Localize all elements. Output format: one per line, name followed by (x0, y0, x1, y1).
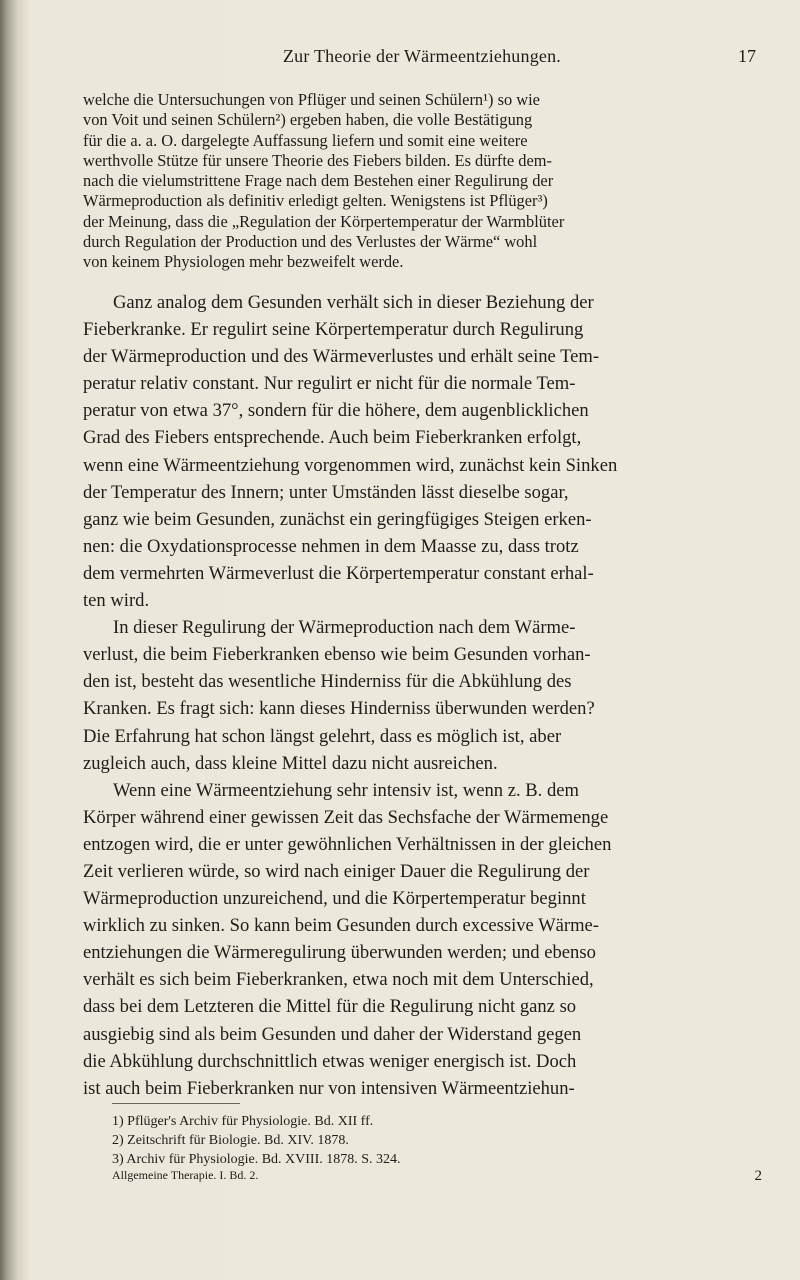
text-line: ausgiebig sind als beim Gesunden und daher der Widerstand gegen (83, 1023, 582, 1045)
text-line: Wenn eine Wärmeentziehung sehr intensiv ist, wenn z. B. dem (113, 779, 579, 801)
footnote-divider (112, 1103, 240, 1104)
footnote: 3) Archiv für Physiologie. Bd. XVIII. 1878. S. 324. (112, 1152, 401, 1167)
page-number: 17 (738, 46, 756, 66)
text-line: die Abkühlung durchschnittlich etwas weniger energisch ist. Doch (83, 1050, 577, 1072)
text-line: Wärmeproduction unzureichend, und die Körpertemperatur beginnt (83, 888, 586, 910)
text-line: ganz wie beim Gesunden, zunächst ein geringfügiges Steigen erken- (83, 508, 592, 530)
text-line: verhält es sich beim Fieberkranken, etwa noch mit dem Unterschied, (83, 969, 594, 991)
running-head (82, 46, 762, 72)
signature-row (112, 1168, 762, 1188)
text-line: Wärmeproduction als definitiv erledigt gelten. Wenigstens ist Pflüger³) (83, 191, 548, 211)
text-line: verlust, die beim Fieberkranken ebenso wie beim Gesunden vorhan- (83, 644, 591, 666)
text-line: werthvolle Stütze für unsere Theorie des Fiebers bilden. Es dürfte dem- (83, 150, 552, 170)
text-line: peratur von etwa 37°, sondern für die höhere, dem augenblicklichen (83, 400, 589, 422)
text-line: der Temperatur des Innern; unter Umständen lässt dieselbe sogar, (83, 481, 569, 503)
small-paragraph (83, 90, 763, 273)
text-line: entzogen wird, die er unter gewöhnlichen Verhältnissen in der gleichen (83, 833, 612, 855)
footnotes (112, 1112, 762, 1169)
text-line: für die a. a. O. dargelegte Auffassung liefern und somit eine weitere (83, 130, 528, 150)
text-line: der Wärmeproduction und des Wärmeverlustes und erhält seine Tem- (83, 346, 600, 368)
text-line: nen: die Oxydationsprocesse nehmen in dem Maasse zu, dass trotz (83, 535, 579, 557)
text-line: Fieberkranke. Er regulirt seine Körpertemperatur durch Regulirung (83, 319, 584, 341)
text-line: In dieser Regulirung der Wärmeproduction nach dem Wärme- (113, 617, 576, 639)
footnote: 1) Pflüger's Archiv für Physiologie. Bd. XII ff. (112, 1114, 374, 1129)
text-line: dass bei dem Letzteren die Mittel für die Regulirung nicht ganz so (83, 996, 577, 1018)
main-text (83, 289, 763, 1102)
text-line: Kranken. Es fragt sich: kann dieses Hinderniss überwunden werden? (83, 698, 595, 720)
text-line: den ist, besteht das wesentliche Hinderniss für die Abkühlung des (83, 671, 572, 693)
text-line: zugleich auch, dass kleine Mittel dazu nicht ausreichen. (83, 752, 498, 774)
footnote: 2) Zeitschrift für Biologie. Bd. XIV. 1878. (112, 1133, 349, 1148)
text-line: Körper während einer gewissen Zeit das Sechsfache der Wärmemenge (83, 806, 609, 828)
text-line: dem vermehrten Wärmeverlust die Körpertemperatur constant erhal- (83, 562, 594, 584)
text-line: entziehungen die Wärmeregulirung überwunden werden; und ebenso (83, 942, 596, 964)
text-line: von keinem Physiologen mehr bezweifelt werde. (83, 252, 404, 272)
text-line: peratur relativ constant. Nur regulirt er nicht für die normale Tem- (83, 373, 576, 395)
text-line: der Meinung, dass die „Regulation der Körpertemperatur der Warmblüter (83, 211, 565, 231)
text-line: wenn eine Wärmeentziehung vorgenommen wird, zunächst kein Sinken (83, 454, 618, 476)
text-line: ten wird. (83, 590, 150, 612)
text-line: von Voit und seinen Schülern²) ergeben haben, die volle Bestätigung (83, 110, 533, 130)
text-line: durch Regulation der Production und des Verlustes der Wärme“ wohl (83, 232, 538, 252)
printer-signature: Allgemeine Therapie. I. Bd. 2. (112, 1168, 259, 1182)
text-line: Zeit verlieren würde, so wird nach einiger Dauer die Regulirung der (83, 860, 590, 882)
text-line: nach die vielumstrittene Frage nach dem Bestehen einer Regulirung der (83, 171, 554, 191)
sheet-number: 2 (754, 1168, 762, 1184)
text-line: ist auch beim Fieberkranken nur von intensiven Wärmeentziehun- (83, 1077, 575, 1099)
text-line: wirklich zu sinken. So kann beim Gesunden durch excessive Wärme- (83, 915, 600, 937)
text-line: welche die Untersuchungen von Pflüger und seinen Schülern¹) so wie (83, 90, 540, 109)
text-line: Die Erfahrung hat schon längst gelehrt, dass es möglich ist, aber (83, 725, 562, 747)
text-line: Grad des Fiebers entsprechende. Auch beim Fieberkranken erfolgt, (83, 427, 582, 449)
running-title: Zur Theorie der Wärmeentziehungen. (282, 46, 561, 66)
text-line: Ganz analog dem Gesunden verhält sich in dieser Beziehung der (113, 292, 594, 313)
